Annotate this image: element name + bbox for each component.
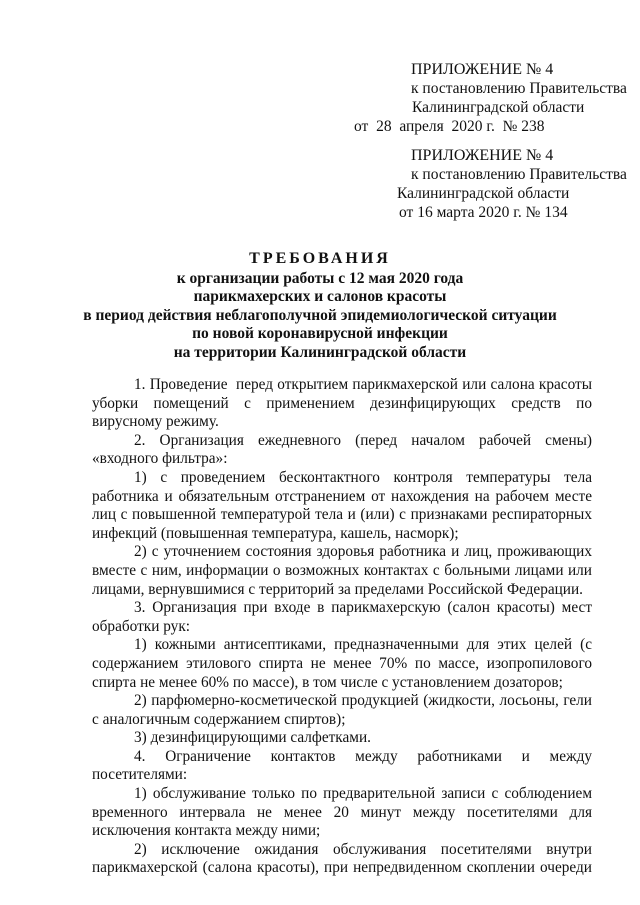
- appendix-previous-title: ПРИЛОЖЕНИЕ № 4: [411, 147, 554, 164]
- paragraph: 3. Организация при входе в парикмахерскую (салон красоты) мест обработки рук:: [92, 599, 592, 635]
- appendix-current: [354, 60, 627, 136]
- paragraph: 1) кожными антисептиками, предназначенными для этих целей (с содержанием этилового спирта не менее 70% по массе, изопропилового спирта не менее 60% по массе), в том числе с установлением дозаторов;: [92, 636, 592, 691]
- appendix-previous-line2: к постановлению Правительства: [411, 166, 627, 183]
- appendix-previous: [386, 146, 627, 222]
- paragraph: 1. Проведение перед открытием парикмахерской или салона красоты уборки помещений с применением дезинфицирующих средств по вирусному режиму.: [92, 376, 596, 431]
- paragraph: 1) обслуживание только по предварительной записи с соблюдением временного интервала не менее 20 минут между посетителями для исключения контакта между ними;: [92, 785, 592, 840]
- appendix-previous-date: от 16 марта 2020 г. № 134: [399, 204, 568, 221]
- document-body: [92, 376, 596, 878]
- appendix-current-line2: к постановлению Правительства: [411, 80, 627, 97]
- appendix-current-date: от 28 апреля 2020 г. № 238: [354, 118, 545, 135]
- appendix-current-line3: Калининградской области: [412, 99, 585, 116]
- paragraph: 2. Организация ежедневного (перед началом рабочей смены) «входного фильтра»:: [92, 431, 592, 468]
- paragraph: 3) дезинфицирующими салфетками.: [134, 729, 371, 747]
- heading-line: парикмахерских и салонов красоты: [193, 288, 447, 305]
- paragraph: 2) с уточнением состояния здоровья работника и лиц, проживающих вместе с ним, информации о возможных контактах с больными лицами или лицами, вернувшимися с территорий за пределами Российской Федерации.: [92, 543, 592, 598]
- requirements-heading: [60, 250, 580, 362]
- heading-title: ТРЕБОВАНИЯ: [249, 250, 391, 267]
- appendix-current-title: ПРИЛОЖЕНИЕ № 4: [411, 61, 554, 78]
- paragraph: 2) парфюмерно-косметической продукцией (жидкости, лосьоны, гели с аналогичным содержанием спиртов);: [92, 692, 592, 728]
- paragraph: 2) исключение ожидания обслуживания посетителями внутри парикмахерской (салона красоты), при непредвиденном скоплении очереди: [92, 840, 592, 877]
- heading-line: в период действия неблагополучной эпидемиологической ситуации: [83, 306, 557, 324]
- heading-line: по новой коронавирусной инфекции: [192, 325, 448, 342]
- paragraph: 1) с проведением бесконтактного контроля температуры тела работника и обязательным отстранением от нахождения на рабочем месте лиц с повышенной температурой тела и (или) с признаками респираторных инфекций (повышенная температура, кашель, насморк);: [92, 468, 592, 542]
- heading-line: к организации работы с 12 мая 2020 года: [176, 269, 464, 287]
- paragraph: 4. Ограничение контактов между работниками и между посетителями:: [92, 747, 592, 784]
- appendix-previous-line3: Калининградской области: [397, 185, 570, 202]
- heading-line: на территории Калининградской области: [173, 343, 467, 361]
